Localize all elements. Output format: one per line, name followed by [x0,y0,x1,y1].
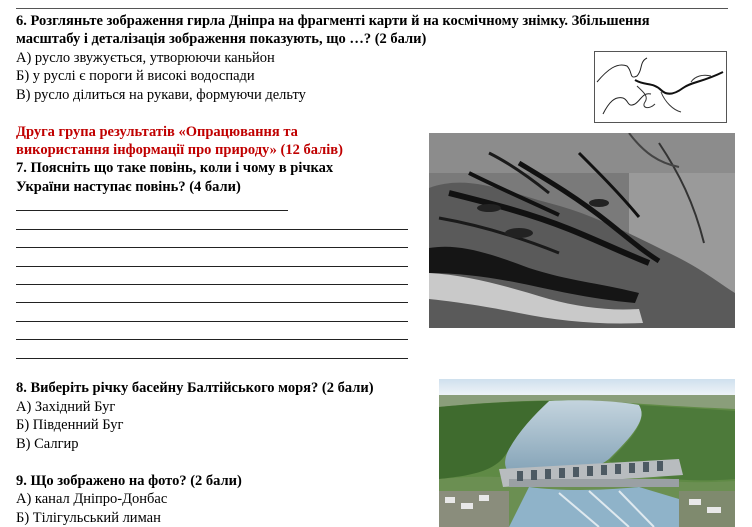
q8-option-b: Б) Південний Буг [16,417,124,433]
answer-line[interactable] [16,358,408,359]
answer-line[interactable] [16,302,408,303]
answer-line[interactable] [16,339,408,340]
q6-title-line2: масштабу і деталізація зображення показують, що …? (2 бали) [16,31,427,47]
q7-line1: 7. Поясніть що таке повінь, коли і чому в річках [16,160,334,176]
q6-option-b: Б) у руслі є пороги й високі водоспади [16,68,255,84]
q8-option-c: В) Салгир [16,436,79,452]
q6-option-c: В) русло ділиться на рукави, формуючи дельту [16,87,306,103]
group2-line1: Друга група результатів «Опрацювання та [16,124,298,140]
q7-line2: України наступає повінь? (4 бали) [16,179,241,195]
river-photo-image [439,379,735,527]
map-fragment-image [594,51,727,123]
q8-title: 8. Виберіть річку басейну Балтійського моря? (2 бали) [16,380,374,396]
q9-option-b: Б) Тілігульський лиман [16,510,161,526]
top-rule [16,8,728,9]
q9-option-a: А) канал Дніпро-Донбас [16,491,168,507]
answer-line[interactable] [16,247,408,248]
satellite-image [429,133,735,328]
answer-line[interactable] [16,266,408,267]
answer-line[interactable] [16,210,288,211]
q8-option-a: А) Західний Буг [16,399,116,415]
group2-line2: використання інформації про природу» (12 балів) [16,142,343,158]
q9-title: 9. Що зображено на фото? (2 бали) [16,473,242,489]
answer-line[interactable] [16,284,408,285]
answer-line[interactable] [16,229,408,230]
q6-title-line1: 6. Розгляньте зображення гирла Дніпра на фрагменті карти й на космічному знімку. Збільшення [16,13,650,29]
answer-line[interactable] [16,321,408,322]
q6-option-a: А) русло звужується, утворюючи каньйон [16,50,275,66]
